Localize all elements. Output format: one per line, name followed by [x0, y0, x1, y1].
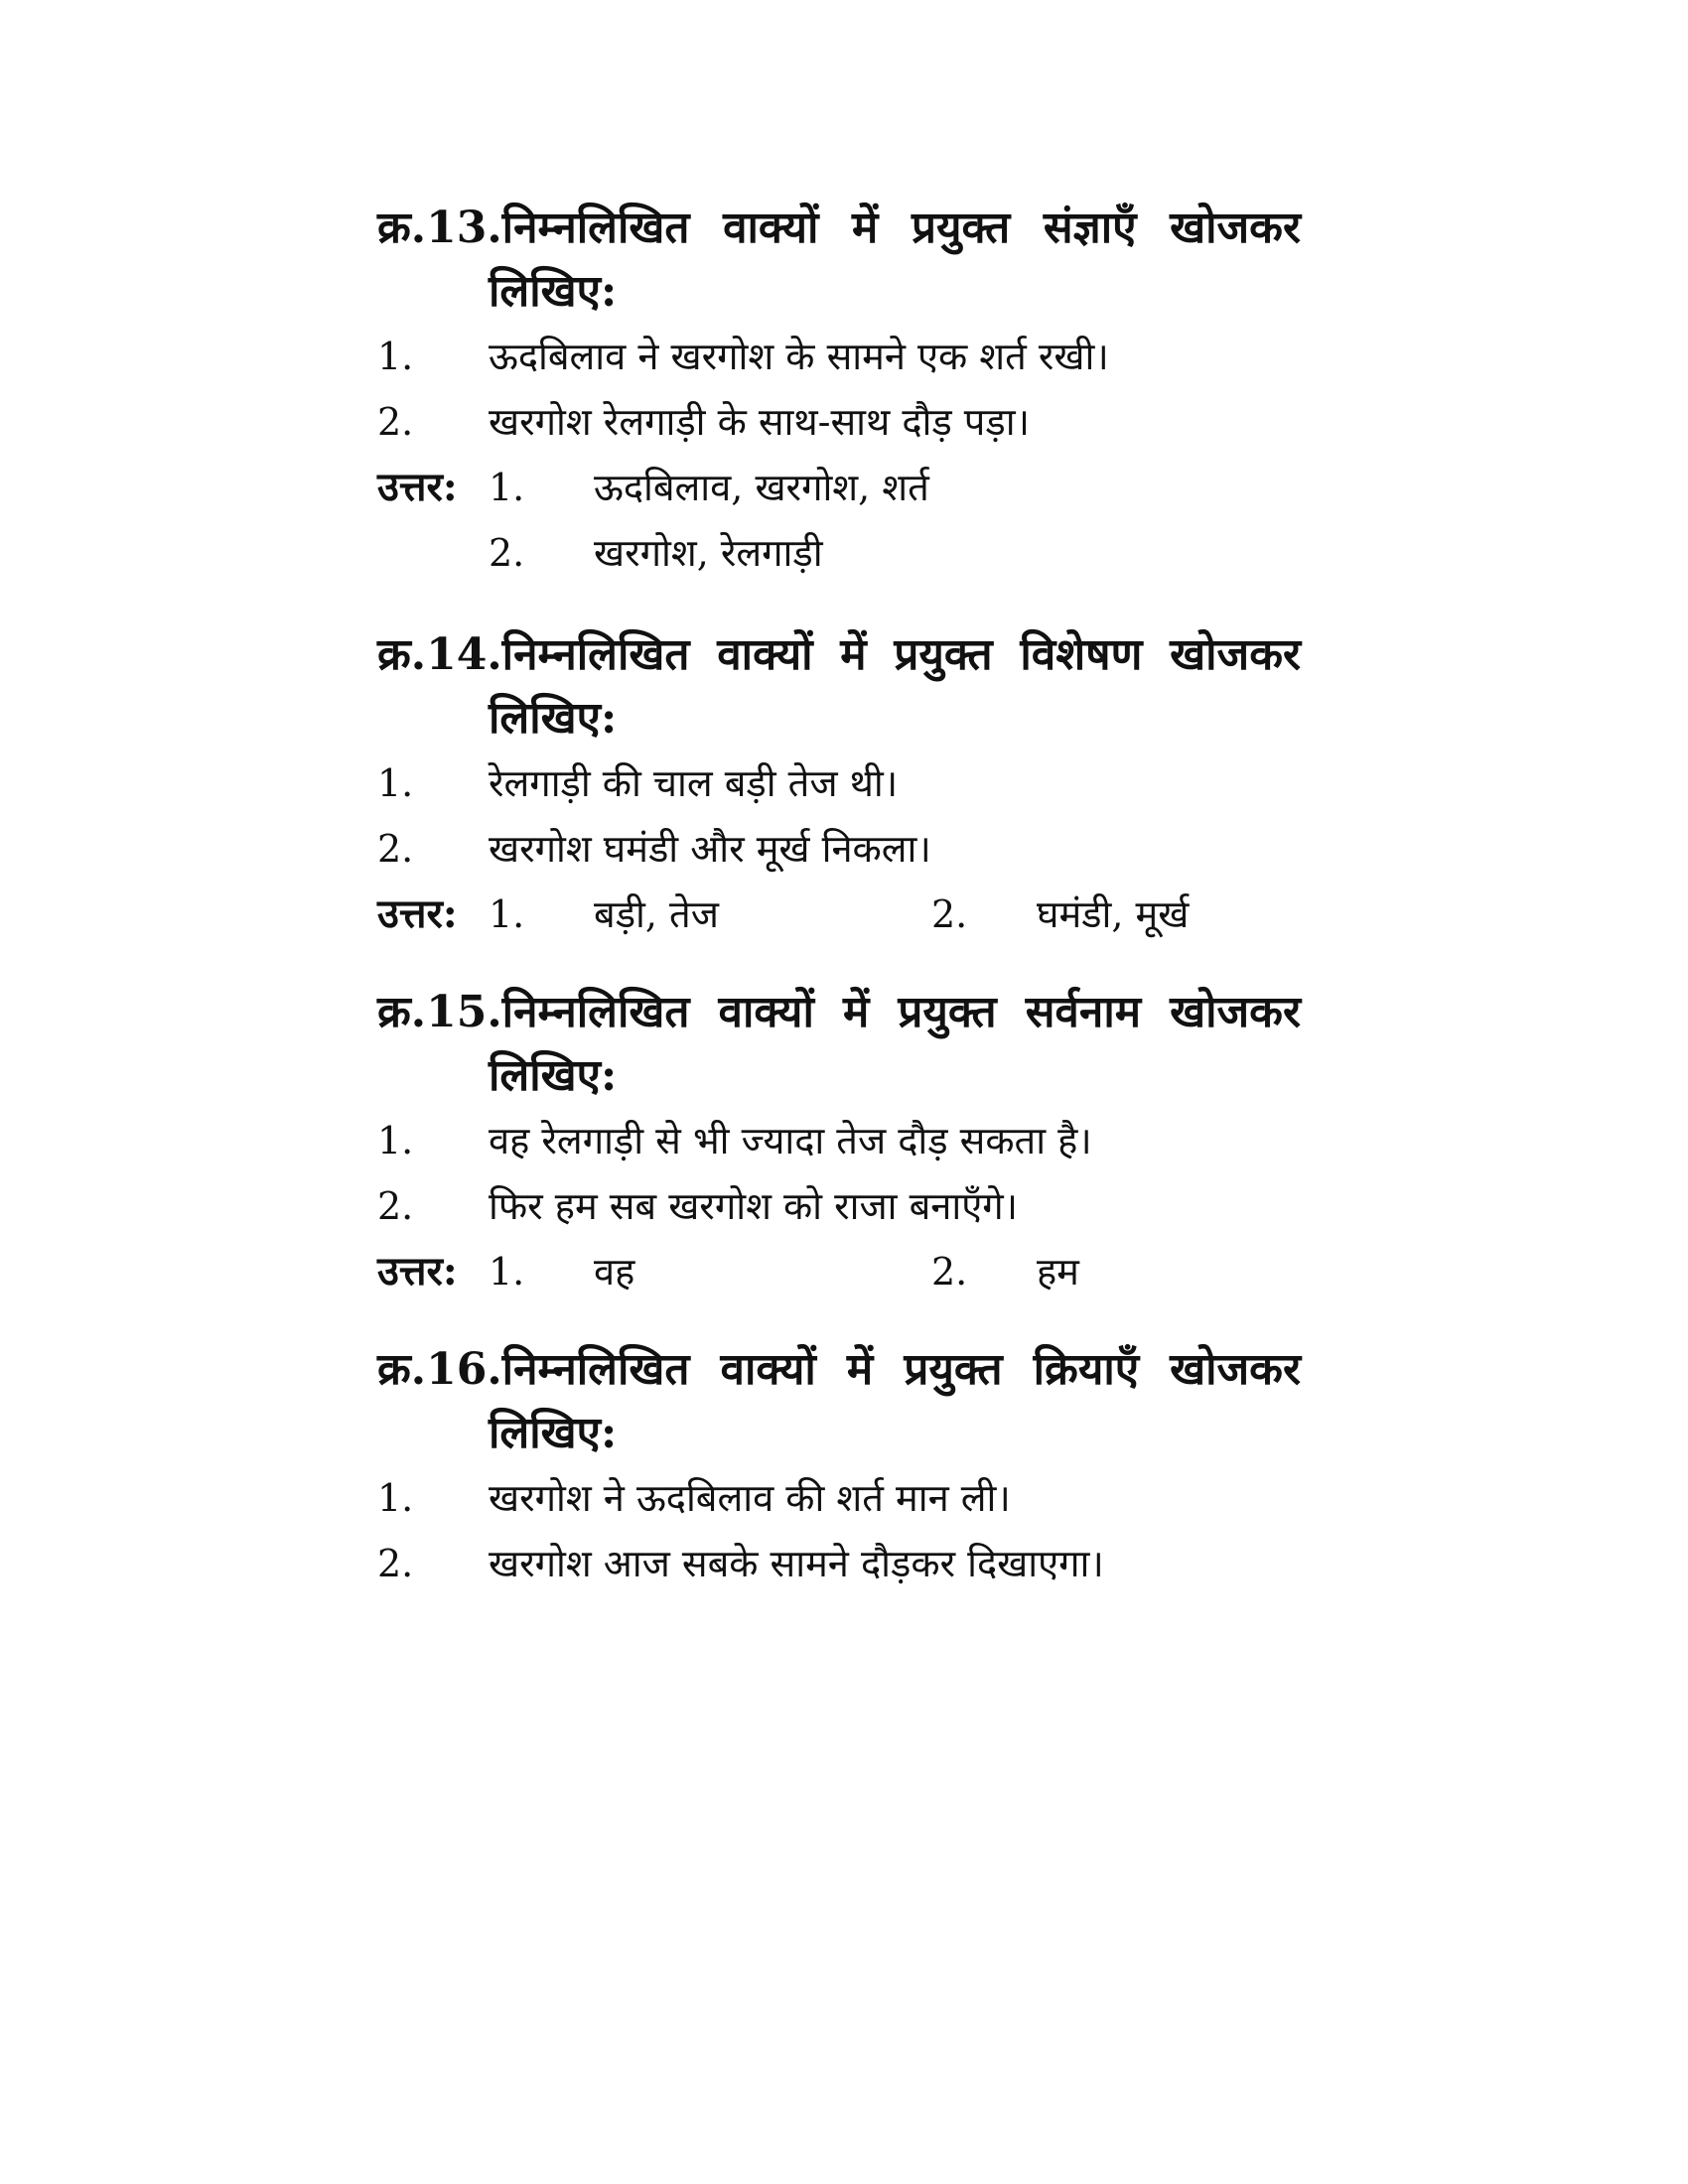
question-heading-continuation: लिखिए: [489, 693, 618, 744]
answer-number: 1. [489, 466, 525, 509]
answer-text: ऊदबिलाव, खरगोश, शर्त [594, 466, 929, 509]
heading-word: खोजकर [1170, 629, 1301, 680]
question-heading [377, 197, 1301, 260]
heading-word: वाक्यों [723, 203, 819, 253]
question-number: क्र.13. [377, 203, 502, 253]
answer-label: उत्तर: [377, 464, 458, 510]
answer-number: 2. [489, 531, 525, 575]
heading-word: प्रयुक्त [894, 629, 993, 680]
answer-text: बड़ी, तेज [594, 892, 719, 936]
question-heading-part [377, 981, 689, 1044]
question-heading-part [377, 1338, 689, 1402]
heading-word: प्रयुक्त [911, 203, 1011, 253]
heading-word: प्रयुक्त [904, 1344, 1003, 1395]
question-heading-part [377, 197, 689, 260]
list-item [377, 751, 1301, 816]
answer-row [377, 1239, 1301, 1304]
answer-number: 2. [931, 892, 968, 936]
list-item [377, 1173, 1301, 1239]
answer-label: उत्तर: [377, 1248, 458, 1295]
question-heading-continuation: लिखिए: [489, 1408, 618, 1458]
answer-number: 1. [489, 1250, 525, 1294]
item-text: खरगोश आज सबके सामने दौड़कर दिखाएगा। [489, 1542, 1104, 1585]
item-number: 2. [377, 1184, 414, 1228]
item-text: रेलगाड़ी की चाल बड़ी तेज थी। [489, 761, 899, 805]
question-heading [377, 623, 1301, 687]
heading-word: में [840, 629, 867, 680]
heading-word: में [846, 1344, 874, 1395]
heading-word: निम्नलिखित [501, 1344, 690, 1395]
heading-word: खोजकर [1170, 987, 1301, 1037]
heading-word: खोजकर [1170, 1344, 1301, 1395]
answer-text: खरगोश, रेलगाड़ी [594, 531, 823, 575]
question-heading [377, 981, 1301, 1044]
answer-text: हम [1037, 1250, 1079, 1294]
item-number: 1. [377, 1119, 414, 1162]
heading-word: क्रियाएँ [1033, 1344, 1140, 1395]
heading-word: में [852, 203, 879, 253]
question-15 [377, 981, 1301, 1304]
question-heading-part [377, 623, 689, 687]
item-number: 2. [377, 400, 414, 444]
answer-number: 1. [489, 892, 525, 936]
question-number: क्र.16. [377, 1344, 502, 1395]
heading-word: निम्नलिखित [501, 203, 690, 253]
answer-label: उत्तर: [377, 890, 458, 937]
question-heading-continuation: लिखिए: [489, 266, 618, 317]
list-item [377, 1108, 1301, 1173]
question-13 [377, 197, 1301, 586]
list-item [377, 389, 1301, 455]
item-number: 2. [377, 827, 414, 871]
item-text: खरगोश ने ऊदबिलाव की शर्त मान ली। [489, 1476, 1011, 1520]
question-number: क्र.14. [377, 629, 502, 680]
heading-word: निम्नलिखित [501, 629, 690, 680]
item-text: फिर हम सब खरगोश को राजा बनाएँगे। [489, 1184, 1019, 1228]
answer-row [377, 520, 1301, 586]
item-number: 1. [377, 761, 414, 805]
heading-word: सर्वनाम [1025, 987, 1142, 1037]
question-16 [377, 1338, 1301, 1596]
item-text: ऊदबिलाव ने खरगोश के सामने एक शर्त रखी। [489, 335, 1109, 378]
answer-text: वह [594, 1250, 635, 1294]
item-text: वह रेलगाड़ी से भी ज्यादा तेज दौड़ सकता है। [489, 1119, 1092, 1162]
question-heading-continuation: लिखिए: [489, 1050, 618, 1101]
heading-word: विशेषण [1020, 629, 1143, 680]
list-item [377, 1531, 1301, 1596]
list-item [377, 816, 1301, 882]
answer-text: घमंडी, मूर्ख [1037, 892, 1190, 936]
answer-number: 2. [931, 1250, 968, 1294]
question-heading [377, 1338, 1301, 1402]
item-number: 1. [377, 1476, 414, 1520]
answer-row [377, 882, 1301, 947]
question-number: क्र.15. [377, 987, 502, 1037]
heading-word: वाक्यों [720, 1344, 816, 1395]
heading-word: खोजकर [1170, 203, 1301, 253]
answer-row [377, 455, 1301, 520]
item-text: खरगोश रेलगाड़ी के साथ-साथ दौड़ पड़ा। [489, 400, 1030, 444]
item-text: खरगोश घमंडी और मूर्ख निकला। [489, 827, 931, 871]
question-14 [377, 623, 1301, 947]
list-item [377, 324, 1301, 389]
heading-word: वाक्यों [718, 987, 814, 1037]
list-item [377, 1465, 1301, 1531]
heading-word: वाक्यों [717, 629, 813, 680]
heading-word: में [842, 987, 870, 1037]
item-number: 1. [377, 335, 414, 378]
heading-word: निम्नलिखित [501, 987, 690, 1037]
item-number: 2. [377, 1542, 414, 1585]
heading-word: प्रयुक्त [898, 987, 997, 1037]
heading-word: संज्ञाएँ [1043, 203, 1137, 253]
